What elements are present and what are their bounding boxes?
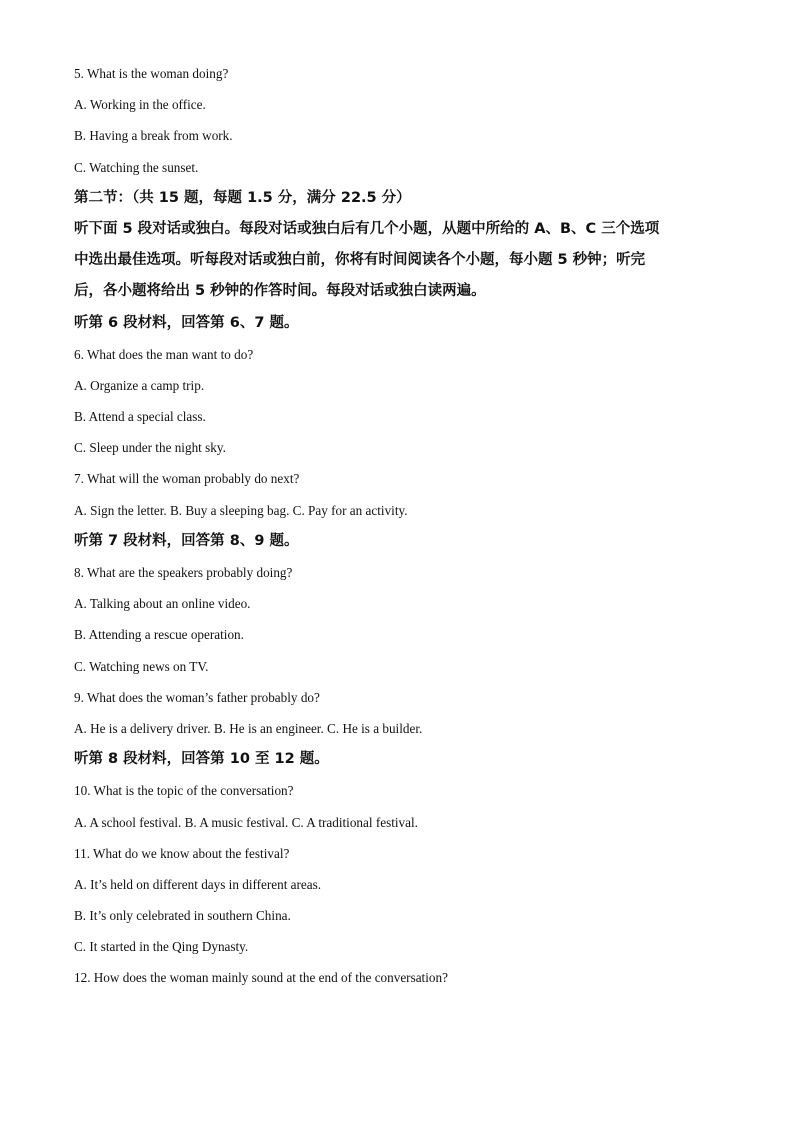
- section-2-instructions-line-1: 听下面 5 段对话或独白。每段对话或独白后有几个小题，从题中所给的 A、B、C 三个选项: [74, 220, 660, 237]
- option-8c: C. Watching news on TV.: [74, 658, 209, 674]
- question-9: 9. What does the woman’s father probably do?: [74, 689, 320, 705]
- material-8-heading: 听第 8 段材料，回答第 10 至 12 题。: [74, 751, 329, 768]
- section-2-instructions-line-3: 后，各小题将给出 5 秒钟的作答时间。每段对话或独白读两遍。: [74, 283, 486, 300]
- material-7-heading: 听第 7 段材料，回答第 8、9 题。: [74, 532, 299, 549]
- material-6-heading: 听第 6 段材料，回答第 6、7 题。: [74, 314, 299, 331]
- question-8: 8. What are the speakers probably doing?: [74, 565, 293, 580]
- option-11a: A. It’s held on different days in different areas.: [74, 876, 322, 892]
- option-5b: B. Having a break from work.: [74, 128, 233, 144]
- exam-page: [74, 58, 724, 994]
- option-6c: C. Sleep under the night sky.: [74, 440, 226, 456]
- question-7: 7. What will the woman probably do next?: [74, 471, 300, 487]
- option-6b: B. Attend a special class.: [74, 409, 206, 425]
- option-5c: C. Watching the sunset.: [74, 159, 199, 175]
- options-9: A. He is a delivery driver. B. He is an engineer. C. He is a builder.: [74, 720, 423, 736]
- question-11: 11. What do we know about the festival?: [74, 845, 290, 861]
- section-2-instructions-line-2: 中选出最佳选项。听每段对话或独白前，你将有时间阅读各个小题，每小题 5 秒钟；听完: [74, 252, 646, 269]
- question-5: 5. What is the woman doing?: [74, 66, 229, 81]
- options-7: A. Sign the letter. B. Buy a sleeping bag. C. Pay for an activity.: [74, 502, 408, 518]
- section-2-heading: 第二节：（共 15 题，每题 1.5 分，满分 22.5 分）: [74, 189, 411, 206]
- option-11c: C. It started in the Qing Dynasty.: [74, 939, 249, 955]
- option-6a: A. Organize a camp trip.: [74, 377, 205, 393]
- question-10: 10. What is the topic of the conversation?: [74, 783, 294, 799]
- question-12: 12. How does the woman mainly sound at the end of the conversation?: [74, 970, 448, 986]
- option-5a: A. Working in the office.: [74, 97, 206, 113]
- question-6: 6. What does the man want to do?: [74, 346, 254, 362]
- option-8b: B. Attending a rescue operation.: [74, 627, 244, 643]
- option-8a: A. Talking about an online video.: [74, 596, 251, 612]
- options-10: A. A school festival. B. A music festival. C. A traditional festival.: [74, 814, 418, 830]
- option-11b: B. It’s only celebrated in southern China.: [74, 908, 291, 924]
